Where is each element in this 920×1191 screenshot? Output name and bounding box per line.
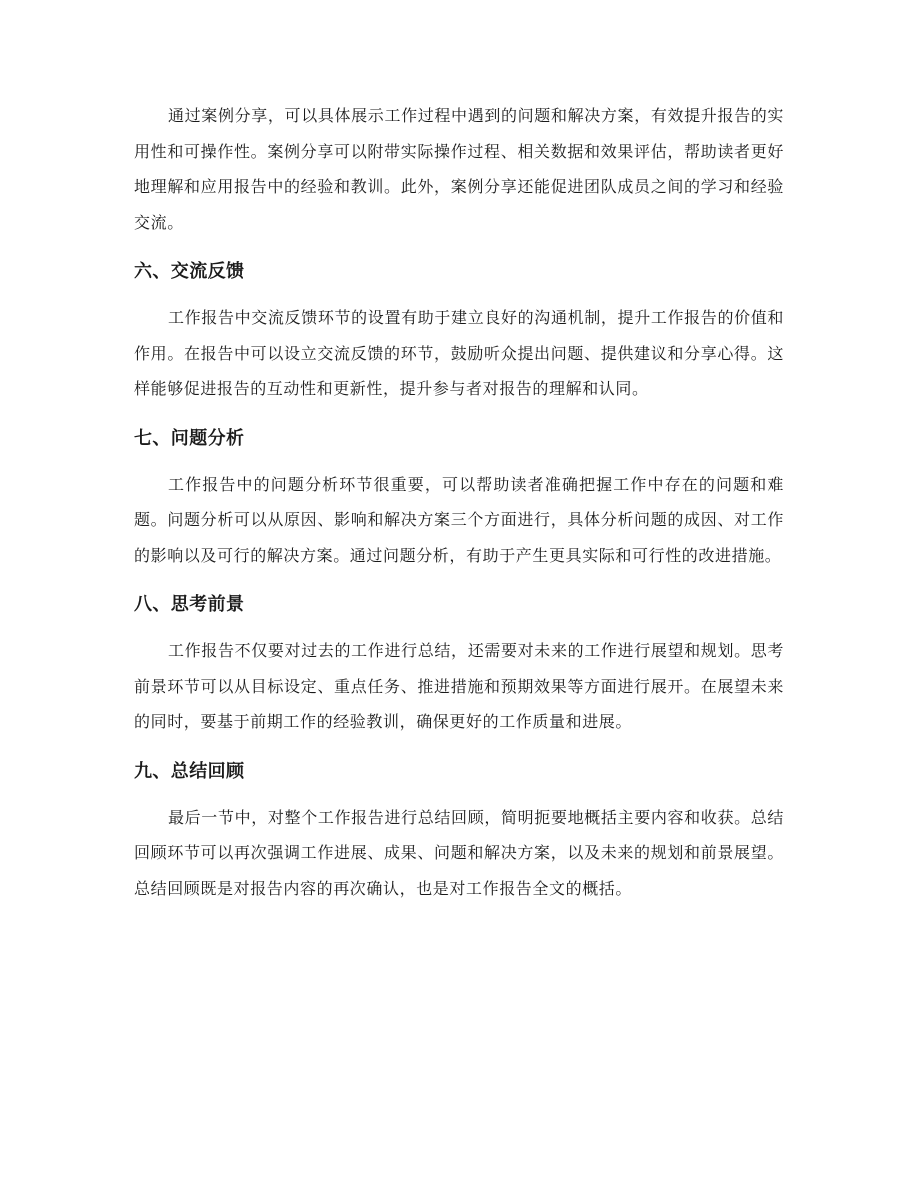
paragraph-feedback: 工作报告中交流反馈环节的设置有助于建立良好的沟通机制，提升工作报告的价值和作用。在报告中可以设立交流反馈的环节，鼓励听众提出问题、提供建议和分享心得。这样能够促进报告的互动性和更新性，提升参与者对报告的理解和认同。 (134, 308, 784, 398)
section-heading-problem-analysis: 七、问题分析 (134, 427, 245, 449)
section-heading-summary: 九、总结回顾 (134, 760, 245, 782)
section-heading-outlook: 八、思考前景 (134, 594, 245, 615)
paragraph-case-sharing: 通过案例分享，可以具体展示工作过程中遇到的问题和解决方案，有效提升报告的实用性和可操作性。案例分享可以附带实际操作过程、相关数据和效果评估，帮助读者更好地理解和应用报告中的经验和教训。此外，案例分享还能促进团队成员之间的学习和经验交流。 (134, 106, 784, 232)
paragraph-summary: 最后一节中，对整个工作报告进行总结回顾，简明扼要地概括主要内容和收获。总结回顾环节可以再次强调工作进展、成果、问题和解决方案，以及未来的规划和前景展望。总结回顾既是对报告内容的再次确认，也是对工作报告全文的概括。 (134, 807, 784, 898)
paragraph-outlook: 工作报告不仅要对过去的工作进行总结，还需要对未来的工作进行展望和规划。思考前景环节可以从目标设定、重点任务、推进措施和预期效果等方面进行展开。在展望未来的同时，要基于前期工作的经验教训，确保更好的工作质量和进展。 (134, 641, 784, 731)
document-page (134, 98, 784, 906)
section-heading-feedback: 六、交流反馈 (134, 261, 245, 282)
paragraph-problem-analysis: 工作报告中的问题分析环节很重要，可以帮助读者准确把握工作中存在的问题和难题。问题分析可以从原因、影响和解决方案三个方面进行，具体分析问题的成因、对工作的影响以及可行的解决方案。通过问题分析，有助于产生更具实际和可行性的改进措施。 (134, 474, 784, 565)
